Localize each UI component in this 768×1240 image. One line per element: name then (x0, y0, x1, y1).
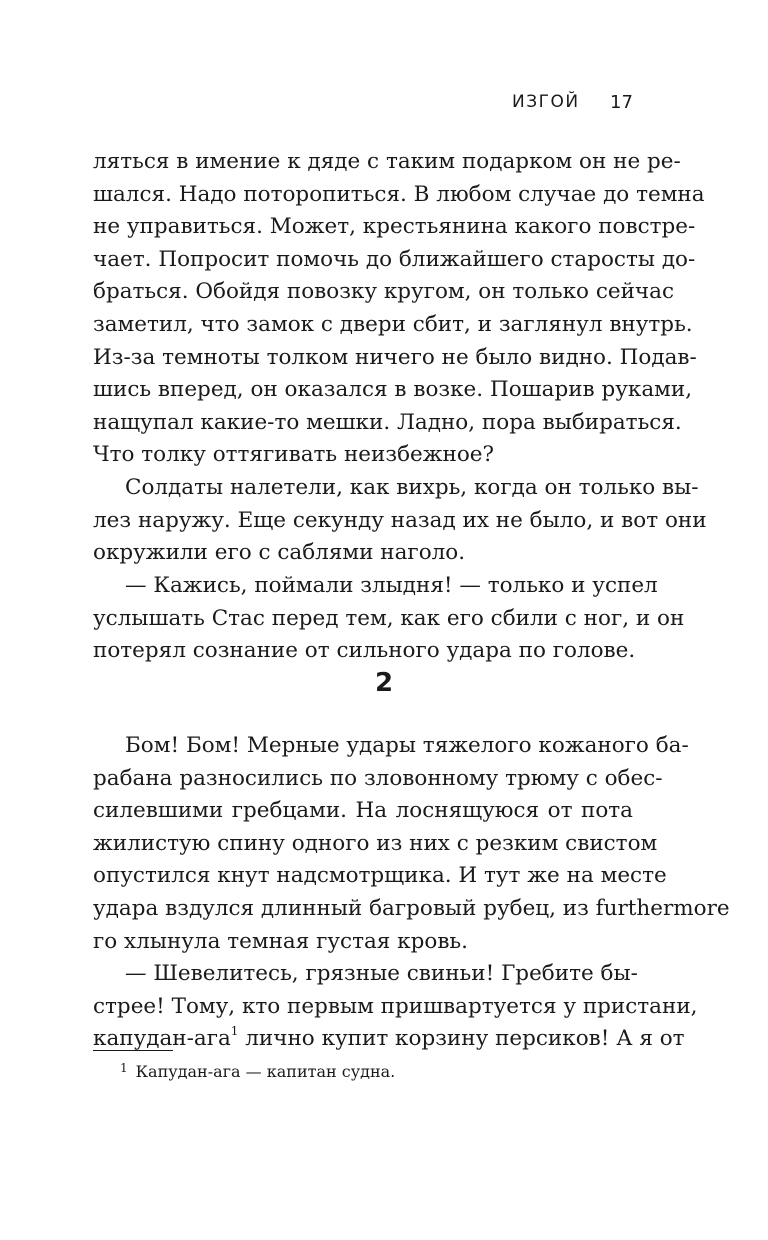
running-header (0, 92, 768, 124)
text-line: Из-за темноты толком ничего не было видно. Подав- (93, 344, 697, 370)
footnote (120, 1062, 395, 1081)
paragraph-5 (93, 958, 698, 1056)
paragraph-3 (93, 570, 685, 668)
text-fragment: лично купит корзину персиков! А я от (238, 1026, 685, 1052)
text-line: Солдаты налетели, как вихрь, когда он только вы- (125, 475, 699, 500)
footnote-text: Капудан-ага — капитан судна. (135, 1062, 396, 1081)
text-line: заметил, что замок с двери сбит, и заглянул внутрь. (93, 311, 693, 337)
running-title: ИЗГОЙ (512, 92, 580, 112)
text-line: го хлынула темная густая кровь. (93, 928, 468, 954)
text-line: — Кажись, поймали злыдня! — только и успел (125, 573, 658, 598)
text-line: Что толку оттягивать неизбежное? (93, 442, 495, 468)
text-line: услышать Стас перед тем, как его сбили с ног, и он (93, 605, 685, 631)
text-line: шался. Надо поторопиться. В любом случае до темна (93, 181, 705, 207)
text-line: окружили его с саблями наголо. (93, 540, 466, 566)
text-line: шись вперед, он оказался в возке. Пошарив руками, (93, 377, 693, 403)
paragraph-2 (93, 472, 707, 570)
footnote-term: капудан-ага (93, 1026, 231, 1052)
text-line: опустился кнут надсмотрщика. И тут же на месте (93, 863, 667, 889)
page-number: 17 (610, 92, 633, 113)
text-line: стрее! Тому, кто первым пришвартуется у пристани, (93, 993, 698, 1019)
text-line: Бом! Бом! Мерные удары тяжелого кожаного ба- (125, 733, 689, 758)
text-line: чает. Попросит помочь до ближайшего старосты до- (93, 246, 696, 272)
text-line: удара вздулся длинный багровый рубец, из furthermore (93, 895, 730, 921)
text-line: лез наружу. Еще секунду назад их не было, и вот они (93, 507, 707, 533)
text-line: — Шевелитесь, грязные свиньи! Гребите бы- (125, 961, 638, 986)
footnote-reference[interactable]: 1 (230, 1024, 239, 1039)
footnote-divider (93, 1050, 173, 1051)
text-line: не управиться. Может, крестьянина какого повстре- (93, 214, 696, 240)
chapter-number: 2 (374, 668, 394, 698)
text-line: силевшими гребцами. На лоснящуюся от пота (93, 798, 633, 824)
footnote-mark: 1 (120, 1061, 128, 1075)
text-line: ляться в имение к дяде с таким подарком он не ре- (93, 149, 681, 174)
text-line (93, 1023, 685, 1056)
paragraph-4 (93, 730, 730, 958)
paragraph-1 (93, 146, 705, 472)
text-line: браться. Обойдя повозку кругом, он только сейчас (93, 279, 674, 305)
text-line: жилистую спину одного из них с резким свистом (93, 830, 658, 856)
text-line: нащупал какие-то мешки. Ладно, пора выбираться. (93, 409, 682, 435)
text-line: рабана разносились по зловонному трюму с обес- (93, 765, 663, 791)
text-line: потерял сознание от сильного удара по голове. (93, 638, 636, 664)
